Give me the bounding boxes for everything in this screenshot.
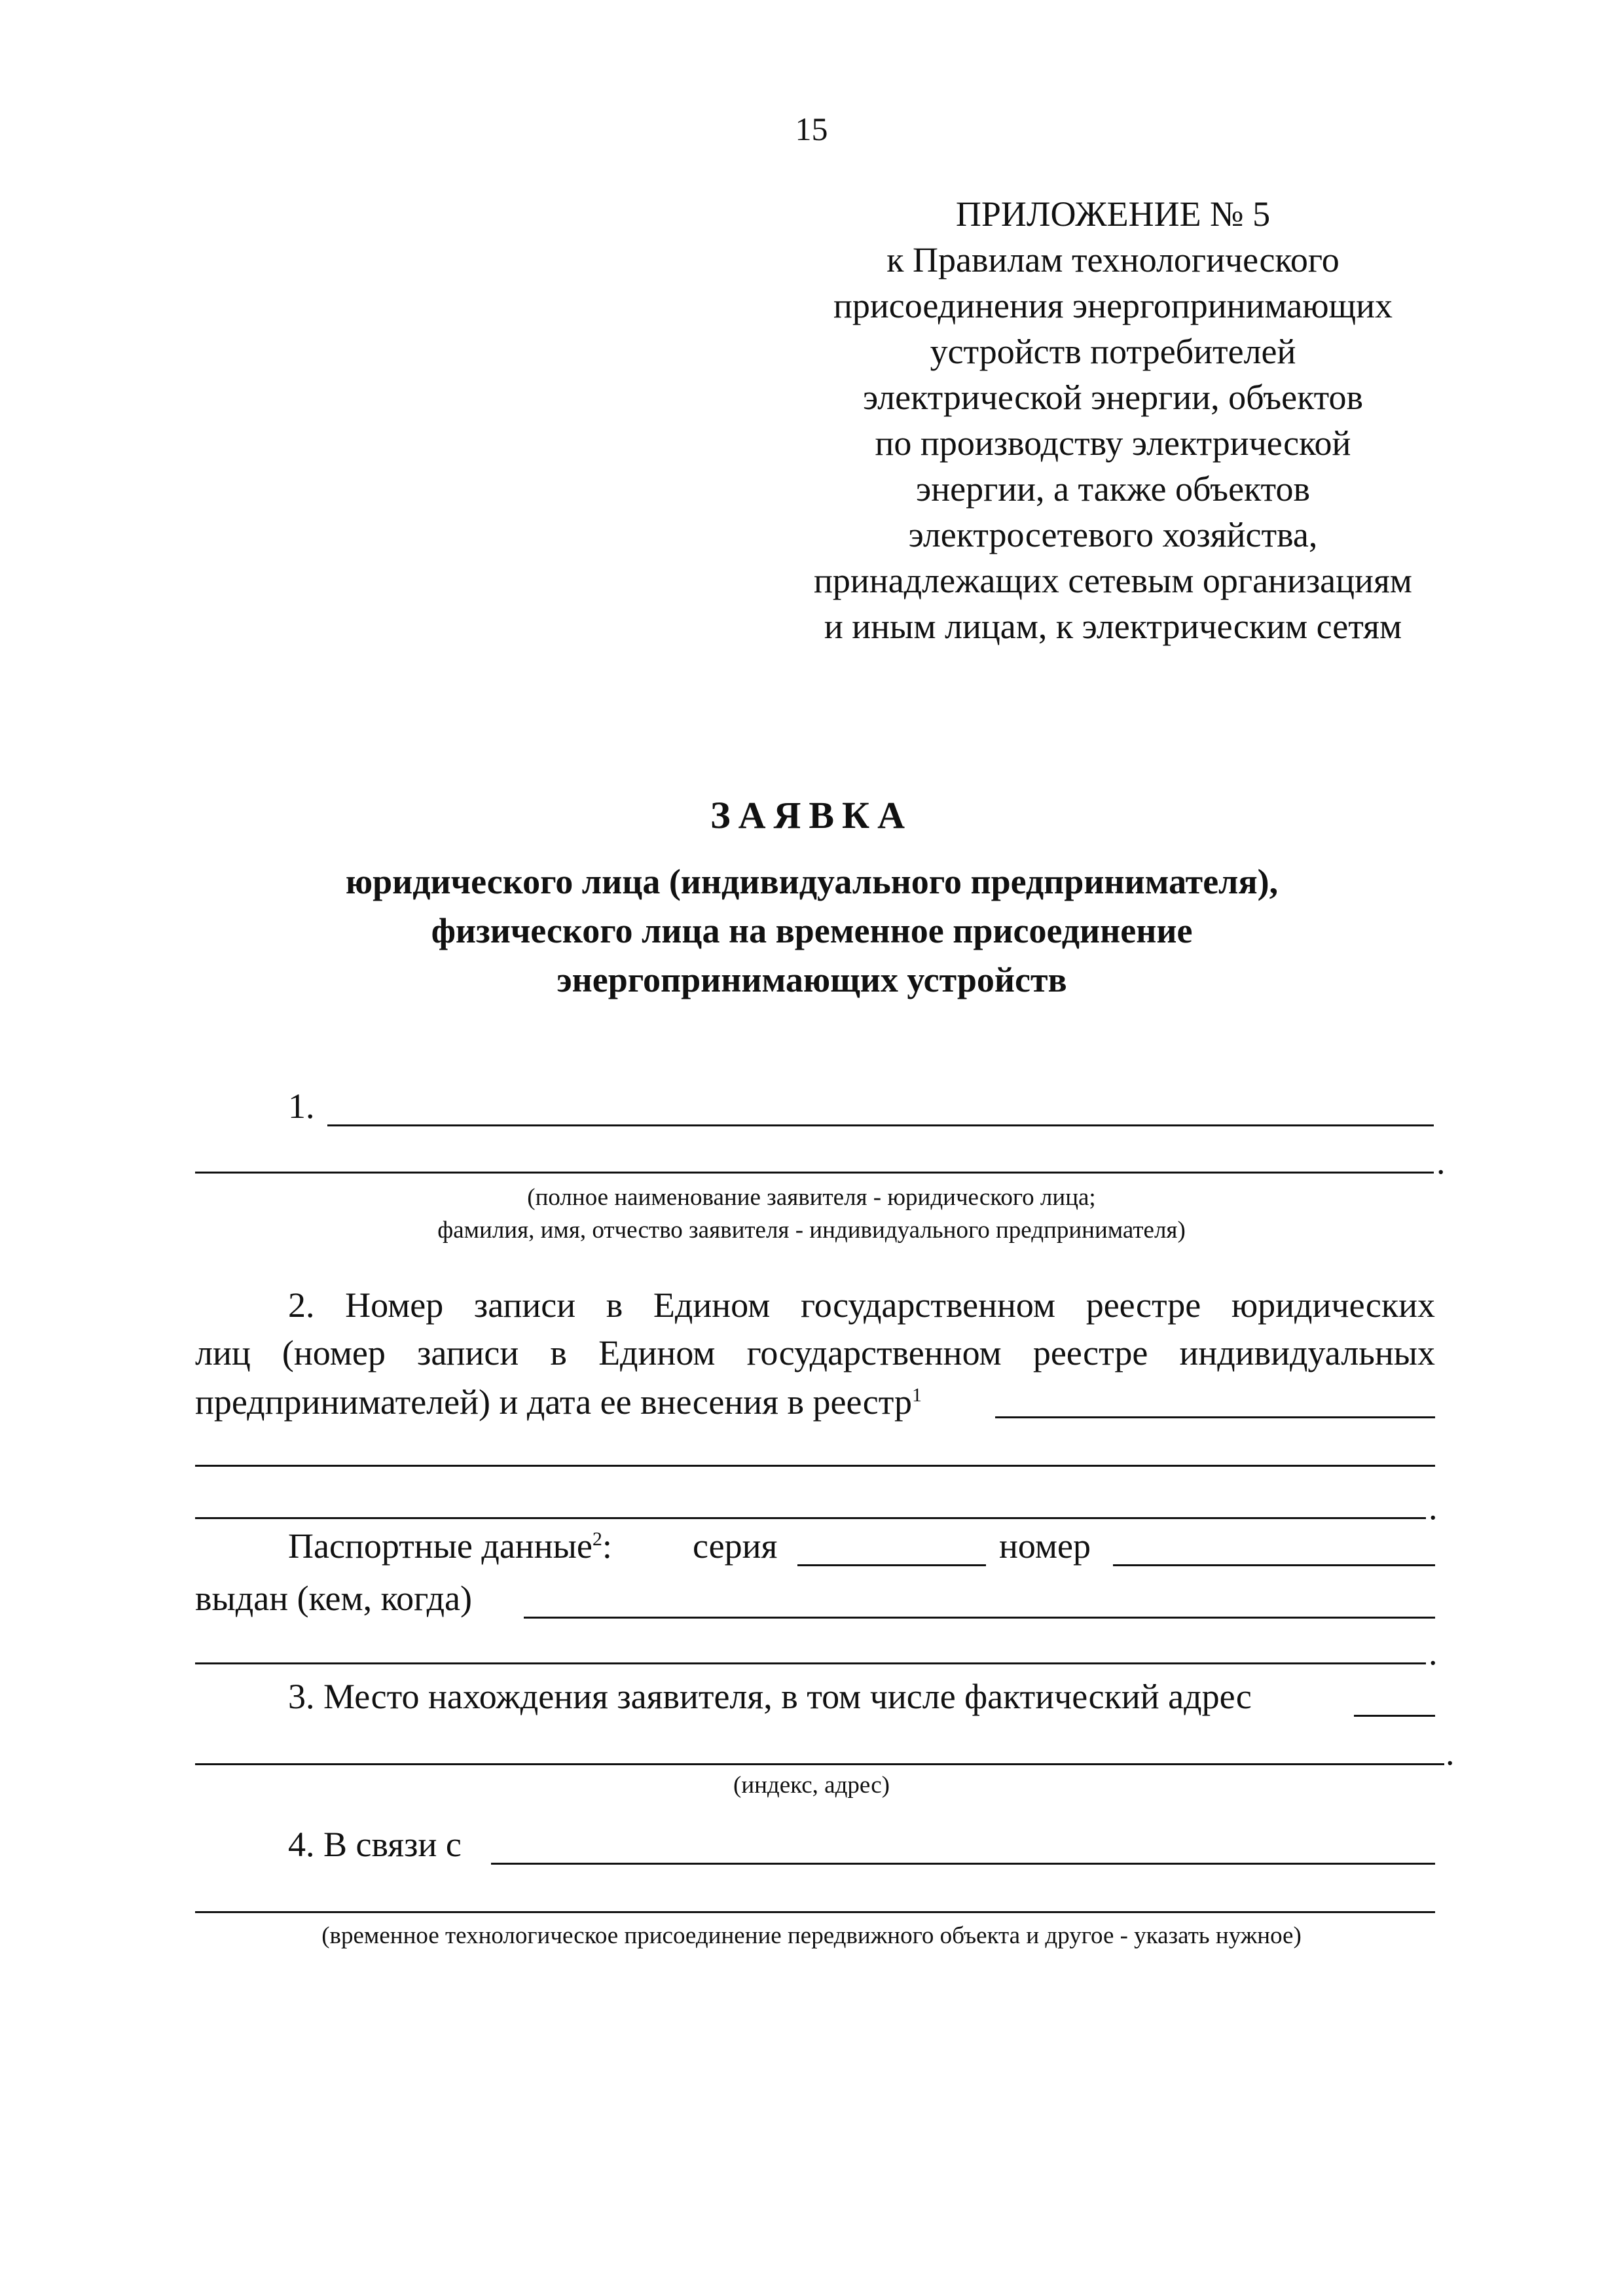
appendix-line: присоединения энергопринимающих [833,286,1393,325]
item3-caption: (индекс, адрес) [733,1772,890,1799]
passport-series-field[interactable] [797,1564,986,1566]
appendix-line: устройств потребителей [930,332,1296,371]
item3-text: 3. Место нахождения заявителя, в том числе фактический адрес [288,1677,1252,1716]
item2-line3: предпринимателей) и дата ее внесения в реестр$^1$ [195,1382,922,1422]
item1-number: 1. [288,1086,315,1126]
page-number: 15 [795,111,828,147]
item2-line2: лиц (номер записи в Едином государственном реестре индивидуальных [195,1333,1435,1372]
appendix-line: электрической энергии, объектов [862,378,1364,417]
item4-caption: (временное технологическое присоединение передвижного объекта и другое - указать нужное) [321,1922,1302,1949]
document-subtitle [196,857,1427,1005]
item4-reason-field[interactable] [491,1863,1435,1865]
passport-series-label: серия [693,1526,778,1566]
item2-line1: 2. Номер записи в Едином государственном реестре юридических [288,1285,1435,1325]
subtitle-line: энергопринимающих устройств [556,960,1067,999]
footnote-mark-1: 1 [912,1384,922,1406]
footnote-mark-2: 2 [592,1528,602,1550]
item1-name-field-continued[interactable] [195,1172,1434,1174]
item1-end-dot: . [1436,1142,1446,1181]
item4-text: 4. В связи с [288,1825,462,1864]
item1-name-field[interactable] [327,1124,1434,1126]
appendix-line: принадлежащих сетевым организациям [814,561,1412,600]
appendix-line: по производству электрической [875,423,1351,463]
passport-issued-field-continued[interactable] [195,1662,1426,1664]
document-title: ЗАЯВКА [710,794,913,836]
appendix-line: и иным лицам, к электрическим сетям [824,607,1402,646]
appendix-line: к Правилам технологического [886,240,1340,279]
appendix-line: энергии, а также объектов [916,469,1310,509]
item4-reason-field-continued[interactable] [195,1911,1435,1913]
item3-address-field-continued[interactable] [195,1763,1444,1765]
passport-number-field[interactable] [1113,1564,1435,1566]
passport-issued-field[interactable] [524,1617,1435,1619]
item2-registry-field[interactable] [995,1416,1435,1418]
item1-caption-line1: (полное наименование заявителя - юридического лица; [527,1184,1096,1211]
appendix-header [746,191,1480,649]
appendix-line: электросетевого хозяйства, [908,515,1318,554]
item2-registry-field-continued[interactable] [195,1465,1435,1467]
passport-end-dot: . [1429,1633,1438,1672]
subtitle-line: физического лица на временное присоединение [431,911,1193,950]
appendix-line: ПРИЛОЖЕНИЕ № 5 [955,194,1271,234]
item3-end-dot: . [1446,1733,1455,1772]
item1-caption-line2: фамилия, имя, отчество заявителя - индивидуального предпринимателя) [437,1217,1186,1244]
passport-number-label: номер [999,1526,1091,1566]
item2-registry-field-continued-2[interactable] [195,1517,1426,1519]
subtitle-line: юридического лица (индивидуального предпринимателя), [345,862,1279,901]
passport-issued-label: выдан (кем, когда) [195,1579,473,1618]
item2-end-dot: . [1429,1488,1438,1527]
passport-label: Паспортные данные$^2$: [288,1526,612,1566]
item3-address-field[interactable] [1354,1715,1435,1717]
